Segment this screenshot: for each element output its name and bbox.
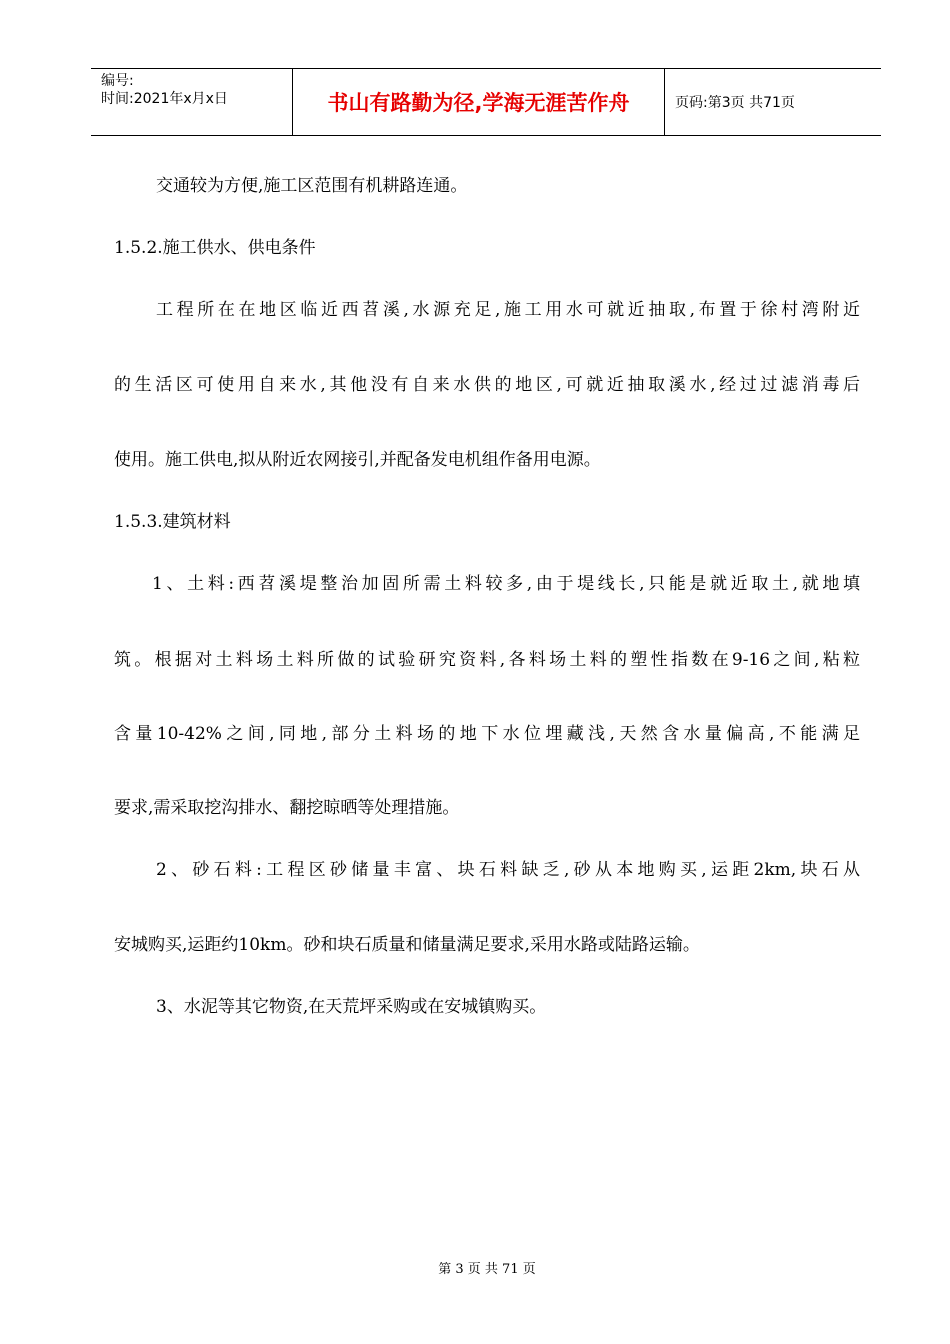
page-header — [91, 68, 881, 136]
section-heading: 1.5.2.施工供水、供电条件 — [114, 238, 316, 258]
paragraph-line: 工程所在在地区临近西苕溪,水源充足,施工用水可就近抽取,布置于徐村湾附近 — [156, 300, 860, 320]
time-label: 时间:2021年x月x日 — [101, 91, 228, 107]
paragraph-line: 含量10-42%之间,同地,部分土料场的地下水位埋藏浅,天然含水量偏高,不能满足 — [114, 724, 860, 744]
header-motto: 书山有路勤为径,学海无涯苦作舟 — [293, 69, 665, 135]
header-page-label: 页码:第3页 共71页 — [675, 95, 795, 111]
paragraph-line: 交通较为方便,施工区范围有机耕路连通。 — [156, 176, 468, 196]
paragraph-line: 的生活区可使用自来水,其他没有自来水供的地区,可就近抽取溪水,经过过滤消毒后 — [114, 375, 860, 395]
paragraph-line: 使用。施工供电,拟从附近农网接引,并配备发电机组作备用电源。 — [114, 450, 601, 470]
section-heading: 1.5.3.建筑材料 — [114, 512, 231, 532]
paragraph-line: 3、水泥等其它物资,在天荒坪采购或在安城镇购买。 — [156, 997, 547, 1017]
number-label: 编号: — [101, 73, 134, 89]
paragraph-line: 筑。根据对土料场土料所做的试验研究资料,各料场土料的塑性指数在9-16之间,粘粒 — [114, 650, 860, 670]
paragraph-line: 1、土料:西苕溪堤整治加固所需土料较多,由于堤线长,只能是就近取土,就地填 — [152, 574, 860, 594]
paragraph-line: 2、砂石料:工程区砂储量丰富、块石料缺乏,砂从本地购买,运距2km,块石从 — [156, 860, 860, 880]
page-footer: 第 3 页 共 71 页 — [438, 1262, 536, 1277]
paragraph-line: 安城购买,运距约10km。砂和块石质量和储量满足要求,采用水路或陆路运输。 — [114, 935, 700, 955]
header-meta — [91, 69, 293, 135]
paragraph-line: 要求,需采取挖沟排水、翻挖晾晒等处理措施。 — [114, 798, 460, 818]
